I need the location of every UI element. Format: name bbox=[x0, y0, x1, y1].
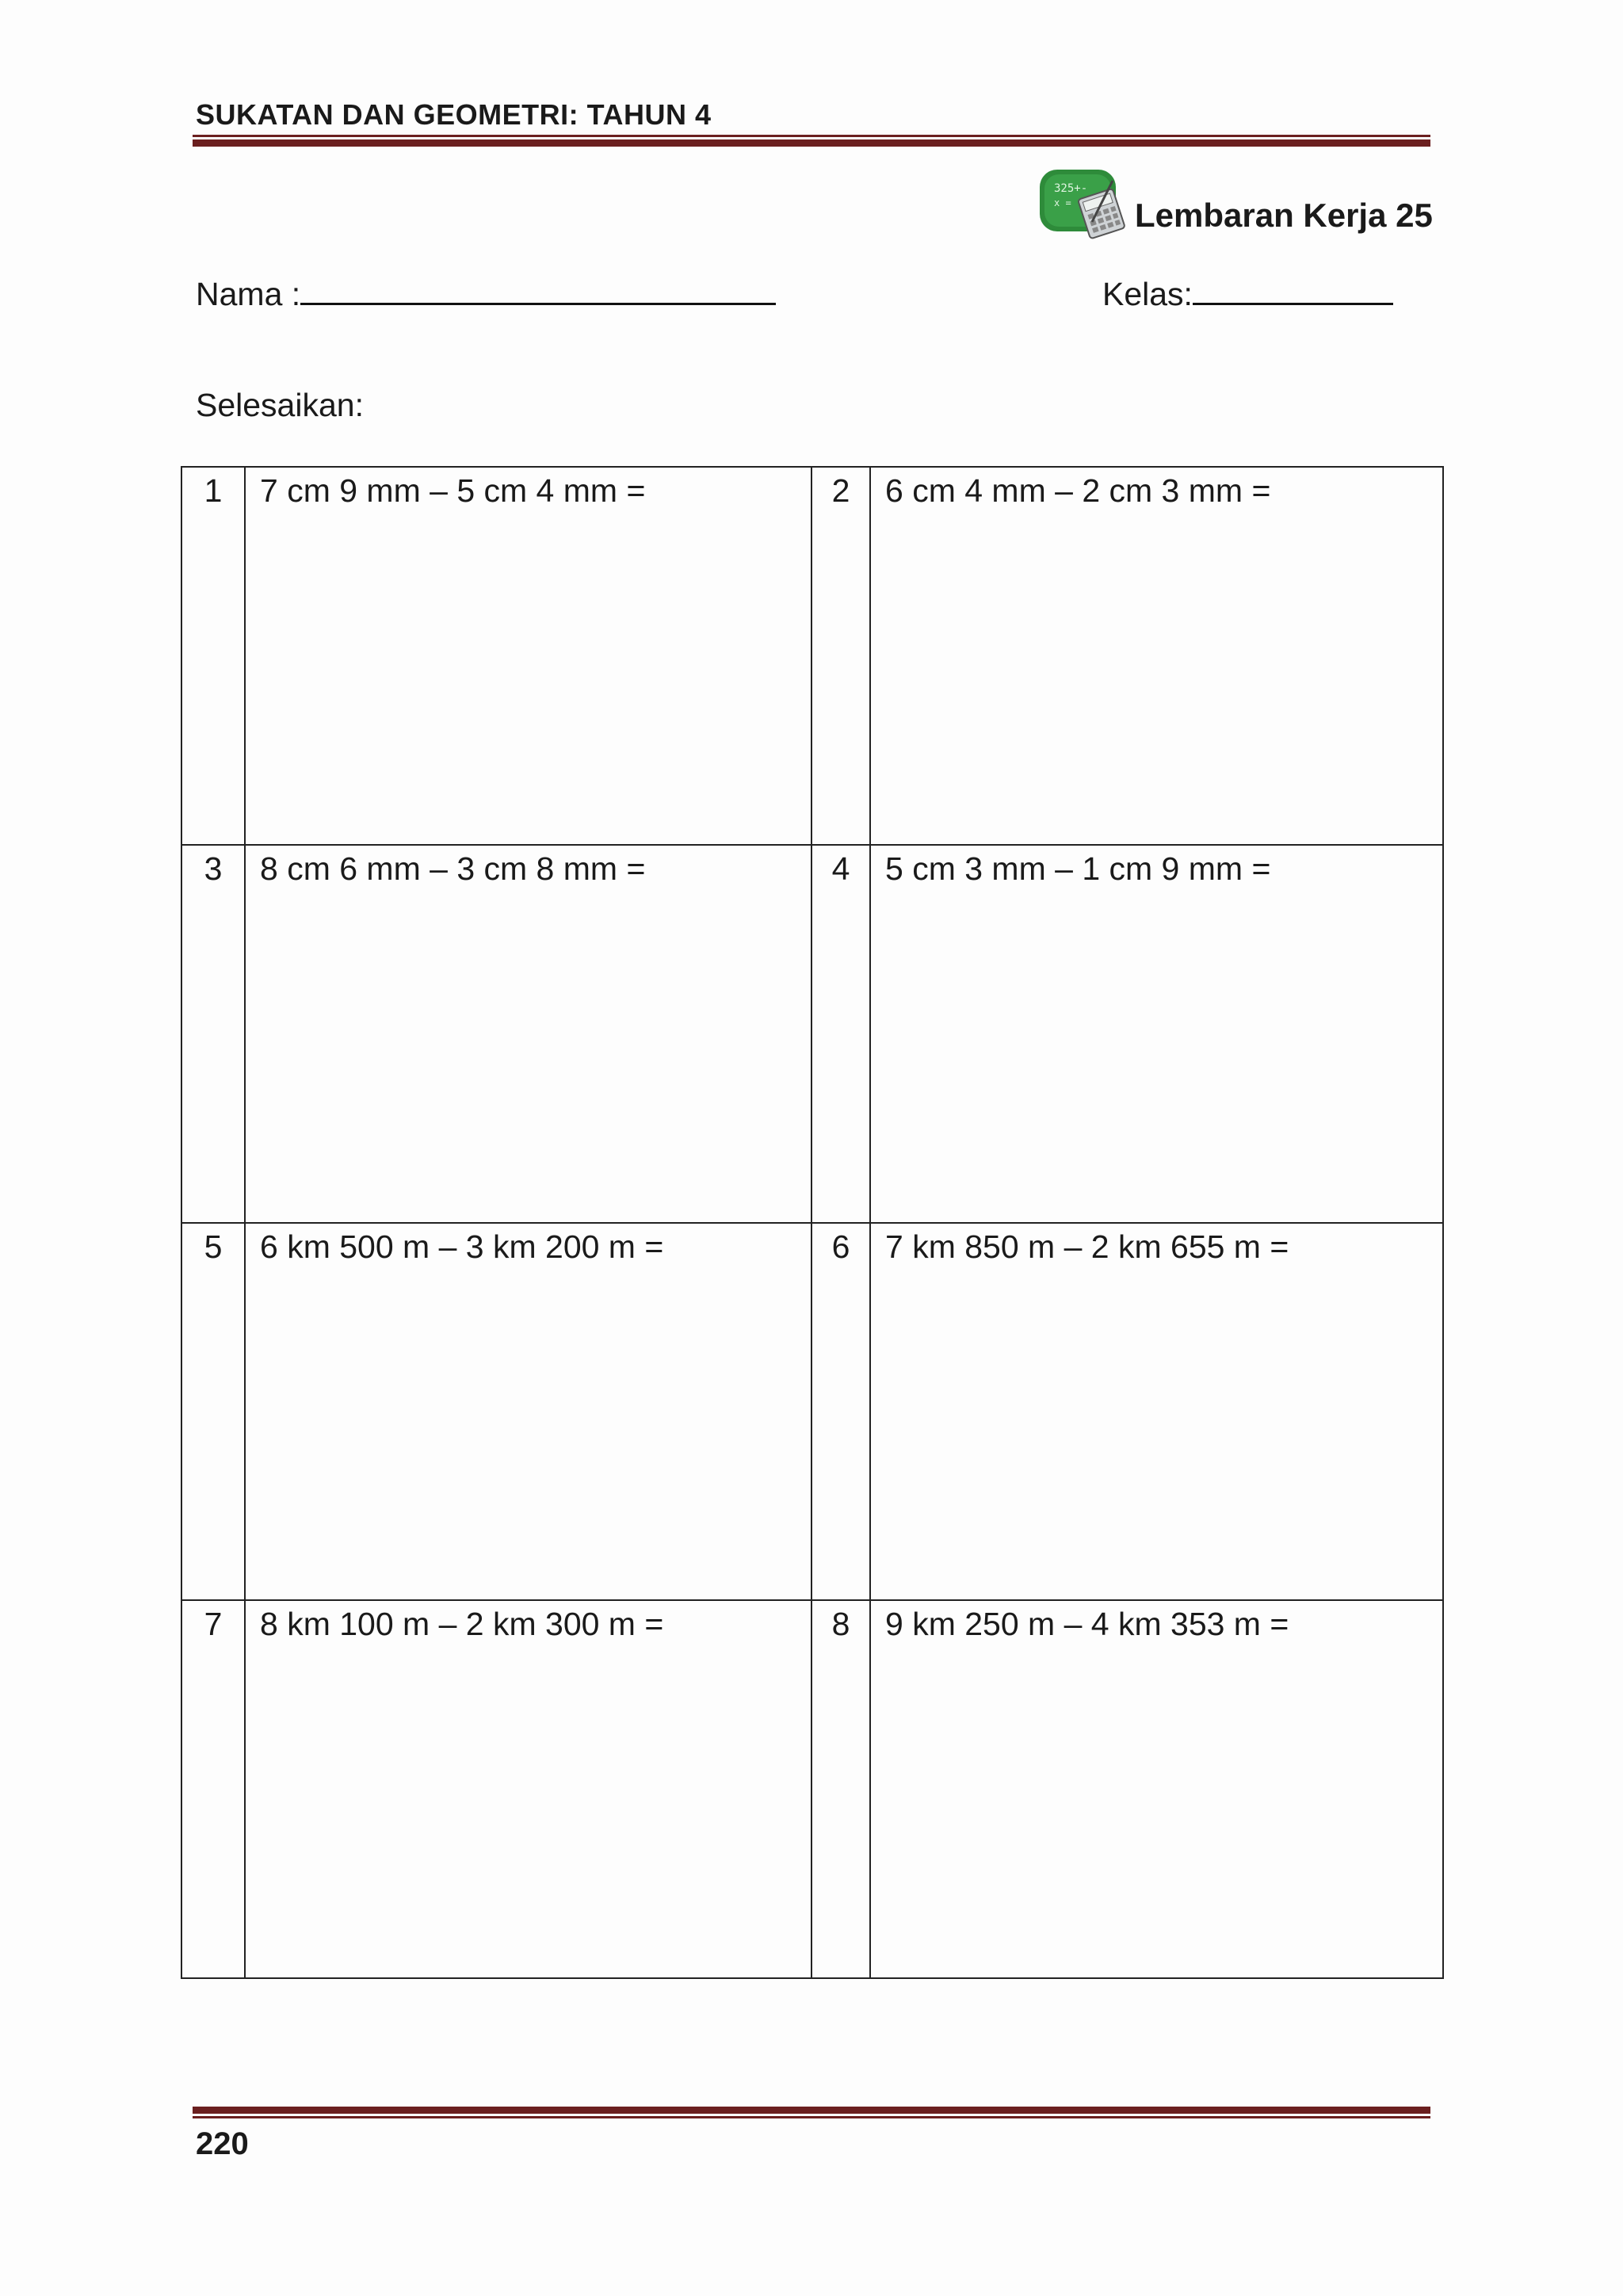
instruction-text: Selesaikan: bbox=[196, 387, 364, 423]
class-blank-line[interactable] bbox=[1193, 273, 1393, 305]
question-cell: 8 cm 6 mm – 3 cm 8 mm = bbox=[245, 845, 812, 1223]
question-cell: 8 km 100 m – 2 km 300 m = bbox=[245, 1600, 812, 1978]
table-row bbox=[181, 467, 1443, 845]
calculator-chalkboard-icon bbox=[1037, 166, 1133, 246]
question-cell: 6 km 500 m – 3 km 200 m = bbox=[245, 1223, 812, 1601]
question-number: 1 bbox=[181, 467, 245, 845]
question-cell: 7 km 850 m – 2 km 655 m = bbox=[870, 1223, 1443, 1601]
question-number: 8 bbox=[812, 1600, 870, 1978]
question-number: 4 bbox=[812, 845, 870, 1223]
page-number: 220 bbox=[196, 2126, 249, 2161]
question-number: 7 bbox=[181, 1600, 245, 1978]
question-cell: 5 cm 3 mm – 1 cm 9 mm = bbox=[870, 845, 1443, 1223]
question-cell: 9 km 250 m – 4 km 353 m = bbox=[870, 1600, 1443, 1978]
question-number: 6 bbox=[812, 1223, 870, 1601]
class-field bbox=[1102, 273, 1393, 313]
question-cell: 7 cm 9 mm – 5 cm 4 mm = bbox=[245, 467, 812, 845]
page-header-title: SUKATAN DAN GEOMETRI: TAHUN 4 bbox=[196, 98, 712, 131]
class-label: Kelas: bbox=[1102, 276, 1193, 312]
question-number: 3 bbox=[181, 845, 245, 1223]
question-table bbox=[181, 466, 1444, 1979]
question-number: 5 bbox=[181, 1223, 245, 1601]
question-number: 2 bbox=[812, 467, 870, 845]
table-row bbox=[181, 1223, 1443, 1601]
name-blank-line[interactable] bbox=[300, 273, 776, 305]
header-divider bbox=[193, 135, 1430, 147]
worksheet-title: Lembaran Kerja 25 bbox=[1135, 197, 1433, 234]
svg-text:325+-: 325+- bbox=[1054, 182, 1088, 195]
svg-text:x =: x = bbox=[1054, 197, 1071, 208]
table-row bbox=[181, 845, 1443, 1223]
name-field bbox=[196, 273, 776, 313]
footer-divider bbox=[193, 2107, 1430, 2118]
name-label: Nama : bbox=[196, 276, 301, 312]
question-cell: 6 cm 4 mm – 2 cm 3 mm = bbox=[870, 467, 1443, 845]
table-row bbox=[181, 1600, 1443, 1978]
